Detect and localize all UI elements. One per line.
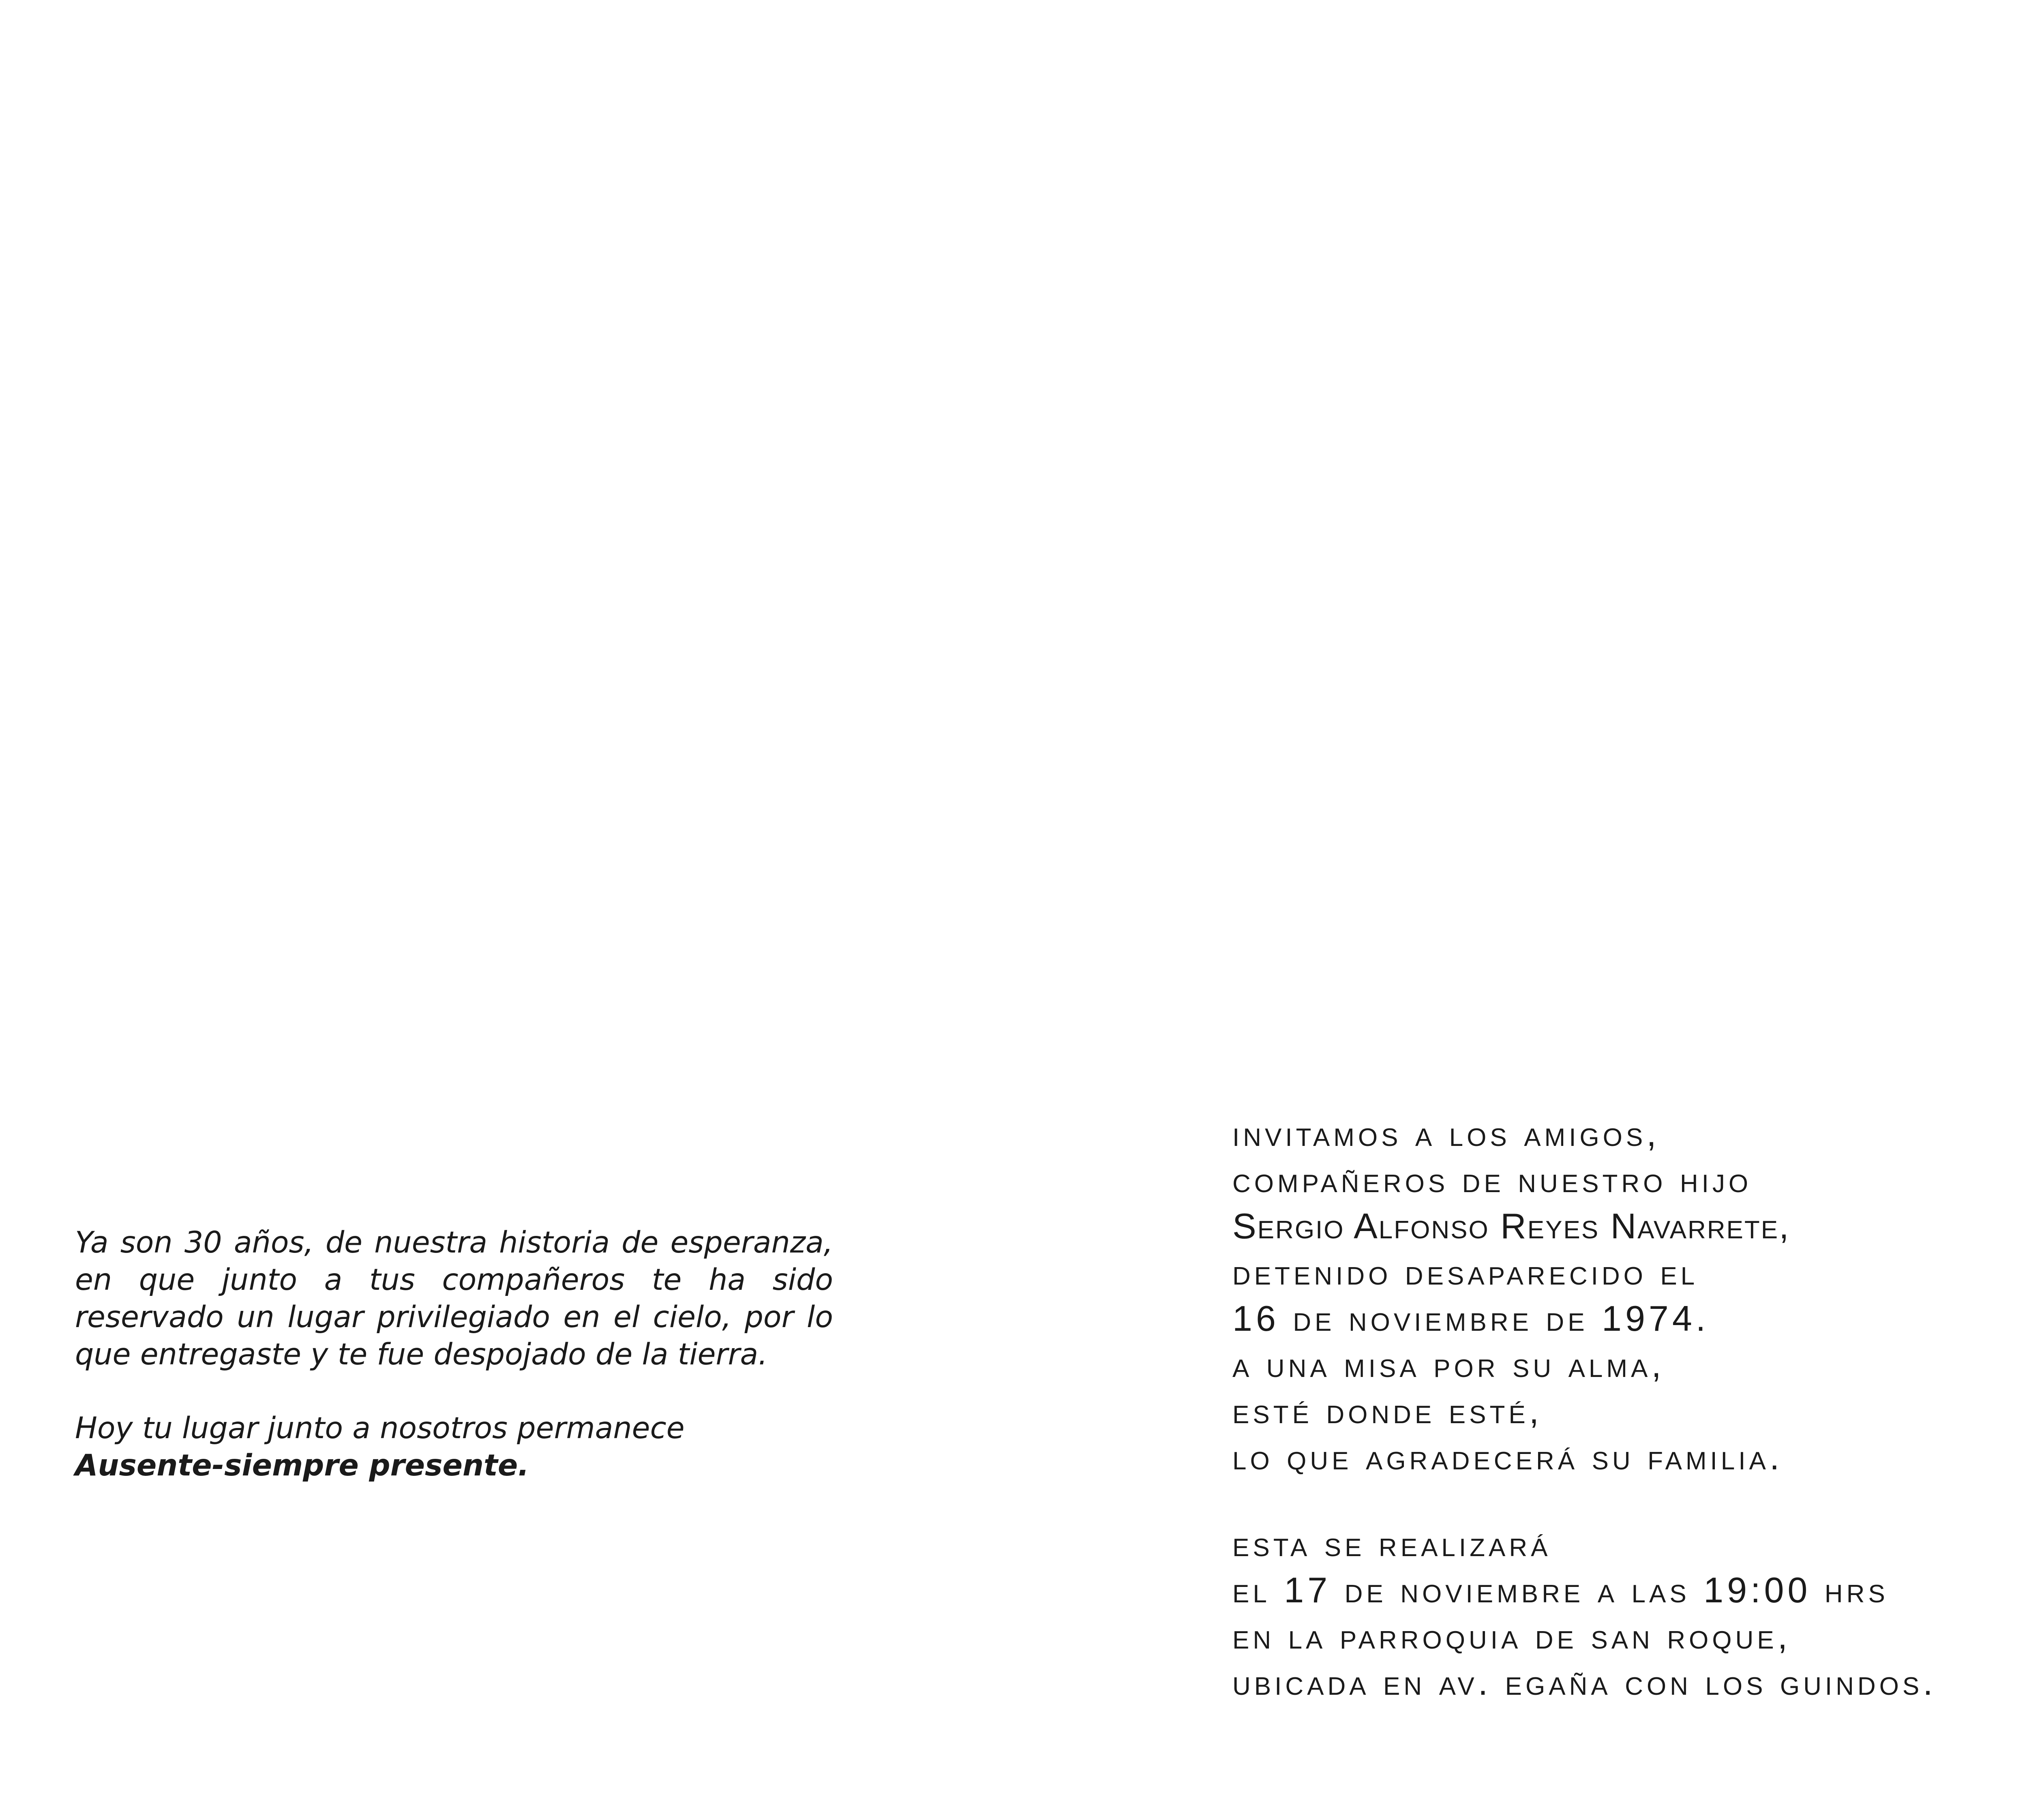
dedication-text [75, 1224, 833, 1484]
event-detail-line: ubicada en av. egaña con los guindos. [1232, 1662, 1937, 1702]
invitation-line: compañeros de nuestro hijo [1232, 1160, 1752, 1200]
invitation-line: a una misa por su alma, [1232, 1345, 1665, 1385]
dedication-line: Hoy tu lugar junto a nosotros permanece [75, 1411, 685, 1445]
invitation-line: lo que agradecerá su familia. [1232, 1437, 1783, 1477]
invitation-line: invitamos a los amigos, [1232, 1113, 1660, 1154]
mass-invitation [1232, 1111, 1962, 1706]
invitation-line: 16 de noviembre de 1974. [1232, 1298, 1710, 1338]
invitation-line: esté donde esté, [1232, 1391, 1543, 1431]
honoree-name: Sergio Alfonso Reyes Navarrete, [1232, 1206, 1790, 1246]
dedication-motto: Ausente-siempre presente. [75, 1448, 529, 1483]
spacer [1232, 1480, 1962, 1521]
dedication-paragraph: Ya son 30 años, de nuestra historia de esperanza, en que junto a tus compañeros te ha sido reservado un lugar privilegiado en el cielo, por lo que entregaste y te fue despojado de la tierra. [75, 1225, 833, 1372]
invitation-line: detenido desaparecido el [1232, 1252, 1699, 1292]
event-detail-line: el 17 de noviembre a las 19:00 hrs [1232, 1570, 1889, 1610]
event-detail-line: en la parroquia de san roque, [1232, 1616, 1791, 1656]
event-detail-line: esta se realizará [1232, 1524, 1551, 1564]
